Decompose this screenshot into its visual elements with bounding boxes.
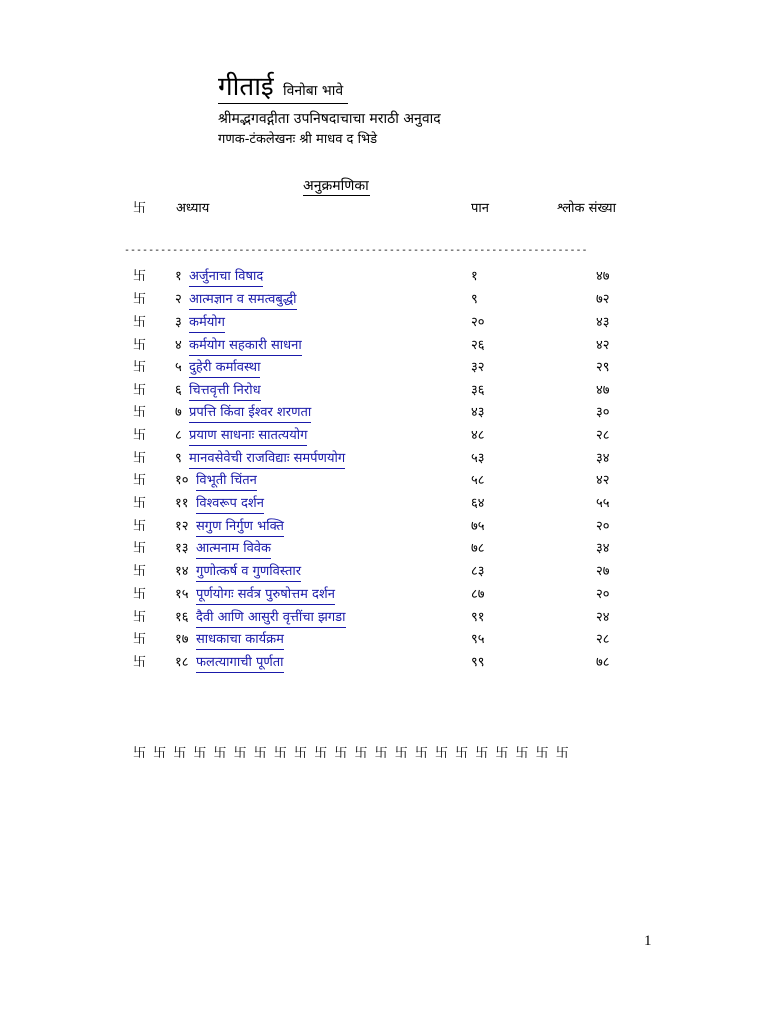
typist-credit: गणक-टंकलेखनः श्री माधव द भिडे xyxy=(218,132,378,147)
chapter-page: ५८ xyxy=(471,473,485,488)
chapter-number: ५ xyxy=(175,360,182,375)
verse-count: ४२ xyxy=(596,338,610,353)
verse-count: २० xyxy=(596,519,610,534)
verse-count: ४३ xyxy=(596,315,610,330)
chapter-link[interactable]: दैवी आणि आसुरी वृत्तींचा झगडा xyxy=(196,609,346,628)
verse-count: २९ xyxy=(596,360,610,375)
swastika-icon: 卐 xyxy=(133,451,147,466)
chapter-link[interactable]: चित्तवृत्ती निरोध xyxy=(189,382,261,401)
chapter-link[interactable]: दुहेरी कर्मावस्था xyxy=(189,359,260,378)
chapter-link[interactable]: गुणोत्कर्ष व गुणविस्तार xyxy=(196,563,301,582)
chapter-link[interactable]: विभूती चिंतन xyxy=(196,472,257,491)
swastika-icon: 卐 xyxy=(133,292,147,307)
column-header-chapter: अध्याय xyxy=(176,201,210,216)
chapter-number: १८ xyxy=(175,655,189,670)
swastika-icon: 卐 xyxy=(133,541,147,556)
verse-count: ७२ xyxy=(596,292,610,307)
swastika-icon: 卐 xyxy=(133,405,147,420)
swastika-icon: 卐 xyxy=(133,383,147,398)
verse-count: २० xyxy=(596,587,610,602)
chapter-number: १५ xyxy=(175,587,189,602)
chapter-page: ८३ xyxy=(471,564,485,579)
chapter-number: ३ xyxy=(175,315,182,330)
document-subtitle: श्रीमद्भगवद्गीता उपनिषदाचाचा मराठी अनुवाद xyxy=(218,111,441,127)
document-title: गीताई xyxy=(218,72,274,102)
chapter-number: ७ xyxy=(175,405,182,420)
chapter-link[interactable]: विश्वरूप दर्शन xyxy=(196,495,264,514)
chapter-page: ९९ xyxy=(471,655,485,670)
verse-count: २४ xyxy=(596,610,610,625)
column-header-page: पान xyxy=(471,201,489,216)
verse-count: ७८ xyxy=(596,655,610,670)
toc-row xyxy=(0,357,768,379)
swastika-icon: 卐 xyxy=(133,564,147,579)
column-header-symbol: 卐 xyxy=(133,201,147,216)
chapter-link[interactable]: कर्मयोग xyxy=(189,314,225,333)
swastika-icon: 卐 xyxy=(133,496,147,511)
verse-count: ३४ xyxy=(596,451,610,466)
chapter-page: ९ xyxy=(471,292,478,307)
verse-count: ३० xyxy=(596,405,610,420)
verse-count: २७ xyxy=(596,564,610,579)
chapter-number: १७ xyxy=(175,632,189,647)
chapter-page: २६ xyxy=(471,338,485,353)
chapter-number: १० xyxy=(175,473,189,488)
verse-count: ५५ xyxy=(596,496,610,511)
chapter-page: १ xyxy=(471,269,478,284)
chapter-page: ४८ xyxy=(471,428,485,443)
column-header-verse-count: श्लोक संख्या xyxy=(557,201,616,216)
toc-row xyxy=(0,266,768,288)
swastika-icon: 卐 xyxy=(133,587,147,602)
toc-row xyxy=(0,402,768,424)
chapter-page: ९५ xyxy=(471,632,485,647)
chapter-number: ९ xyxy=(175,451,182,466)
chapter-link[interactable]: अर्जुनाचा विषाद xyxy=(189,268,263,287)
verse-count: ४७ xyxy=(596,383,610,398)
index-heading: अनुक्रमणिका xyxy=(303,178,369,194)
toc-row xyxy=(0,448,768,470)
toc-row xyxy=(0,335,768,357)
page-number: 1 xyxy=(644,933,652,949)
toc-row xyxy=(0,652,768,674)
swastika-icon: 卐 xyxy=(133,360,147,375)
chapter-link[interactable]: साधकाचा कार्यक्रम xyxy=(196,631,284,650)
index-heading-underline xyxy=(303,195,370,196)
verse-count: २८ xyxy=(596,428,610,443)
chapter-page: ७८ xyxy=(471,541,485,556)
verse-count: २८ xyxy=(596,632,610,647)
chapter-page: ८७ xyxy=(471,587,485,602)
chapter-link[interactable]: आत्मज्ञान व समत्वबुद्धी xyxy=(189,291,297,310)
verse-count: ४२ xyxy=(596,473,610,488)
toc-row xyxy=(0,289,768,311)
toc-row xyxy=(0,584,768,606)
swastika-icon: 卐 xyxy=(133,315,147,330)
chapter-number: ६ xyxy=(175,383,182,398)
toc-row xyxy=(0,312,768,334)
toc-row xyxy=(0,493,768,515)
verse-count: ४७ xyxy=(596,269,610,284)
toc-row xyxy=(0,561,768,583)
chapter-number: ८ xyxy=(175,428,182,443)
chapter-page: २० xyxy=(471,315,485,330)
chapter-page: ९१ xyxy=(471,610,485,625)
toc-row xyxy=(0,629,768,651)
verse-count: ३४ xyxy=(596,541,610,556)
toc-row xyxy=(0,470,768,492)
swastika-icon: 卐 xyxy=(133,655,147,670)
author-name: विनोबा भावे xyxy=(283,83,344,99)
chapter-link[interactable]: प्रयाण साधनाः सातत्ययोग xyxy=(189,427,307,446)
toc-row xyxy=(0,607,768,629)
swastika-icon: 卐 xyxy=(133,632,147,647)
chapter-page: ६४ xyxy=(471,496,485,511)
chapter-number: १४ xyxy=(175,564,189,579)
title-underline xyxy=(218,103,348,104)
chapter-link[interactable]: मानवसेवेची राजविद्याः समर्पणयोग xyxy=(189,450,345,469)
chapter-page: ४३ xyxy=(471,405,485,420)
chapter-link[interactable]: पूर्णयोगः सर्वत्र पुरुषोत्तम दर्शन xyxy=(196,586,335,605)
chapter-number: १३ xyxy=(175,541,189,556)
footer-swastika-row: 卐 卐 卐 卐 卐 卐 卐 卐 卐 卐 卐 卐 卐 卐 卐 卐 卐 卐 卐 卐 卐 卐 xyxy=(133,746,569,761)
swastika-icon: 卐 xyxy=(133,473,147,488)
chapter-number: १ xyxy=(175,269,182,284)
chapter-link[interactable]: कर्मयोग सहकारी साधना xyxy=(189,337,302,356)
chapter-number: १२ xyxy=(175,519,189,534)
chapter-link[interactable]: सगुण निर्गुण भक्ति xyxy=(196,518,284,537)
chapter-link[interactable]: आत्मनाम विवेक xyxy=(196,540,271,559)
swastika-icon: 卐 xyxy=(133,519,147,534)
chapter-link[interactable]: प्रपत्ति किंवा ईश्वर शरणता xyxy=(189,404,311,423)
chapter-page: ३२ xyxy=(471,360,485,375)
chapter-number: १६ xyxy=(175,610,189,625)
swastika-icon: 卐 xyxy=(133,610,147,625)
toc-row xyxy=(0,516,768,538)
header-separator: ----------------------------------------------------------------------------- xyxy=(124,245,588,256)
swastika-icon: 卐 xyxy=(133,269,147,284)
chapter-page: ५३ xyxy=(471,451,485,466)
toc-row xyxy=(0,425,768,447)
swastika-icon: 卐 xyxy=(133,428,147,443)
toc-row xyxy=(0,538,768,560)
chapter-link[interactable]: फलत्यागाची पूर्णता xyxy=(196,654,284,673)
toc-row xyxy=(0,380,768,402)
chapter-number: ११ xyxy=(175,496,189,511)
chapter-page: ७५ xyxy=(471,519,485,534)
chapter-number: २ xyxy=(175,292,182,307)
swastika-icon: 卐 xyxy=(133,338,147,353)
chapter-page: ३६ xyxy=(471,383,485,398)
chapter-number: ४ xyxy=(175,338,182,353)
